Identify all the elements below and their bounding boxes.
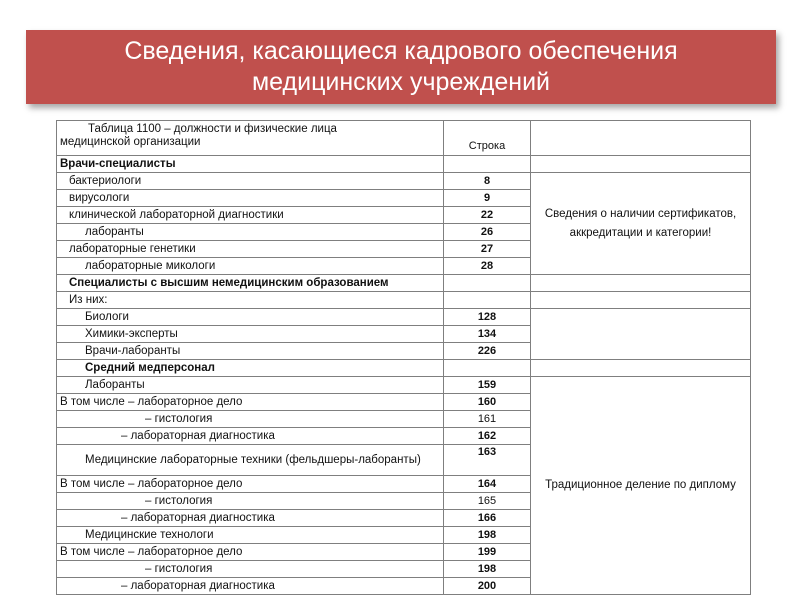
row-code: 26 bbox=[444, 224, 531, 241]
row-note-empty bbox=[531, 360, 751, 377]
header-empty-cell bbox=[531, 121, 751, 156]
row-code bbox=[444, 292, 531, 309]
row-label: лабораторные генетики bbox=[57, 241, 444, 258]
row-code: 159 bbox=[444, 377, 531, 394]
row-code: 27 bbox=[444, 241, 531, 258]
table-row bbox=[57, 377, 751, 394]
row-label: Врачи-лаборанты bbox=[57, 343, 444, 360]
row-label: – лабораторная диагностика bbox=[57, 578, 444, 595]
title-banner bbox=[26, 30, 776, 104]
row-label: лаборанты bbox=[57, 224, 444, 241]
row-label: Лаборанты bbox=[57, 377, 444, 394]
table-row bbox=[57, 309, 751, 326]
row-code: 198 bbox=[444, 527, 531, 544]
row-label: Биологи bbox=[57, 309, 444, 326]
row-code: 198 bbox=[444, 561, 531, 578]
row-label: – гистология bbox=[57, 561, 444, 578]
row-code: 162 bbox=[444, 428, 531, 445]
header-line-2: медицинской организации bbox=[60, 136, 201, 148]
row-code bbox=[444, 275, 531, 292]
row-note-empty bbox=[531, 292, 751, 309]
title-line-2: медицинских учреждений bbox=[251, 68, 551, 96]
header-line-1: Таблица 1100 – должности и физические лица bbox=[88, 123, 337, 135]
header-position-cell bbox=[57, 121, 444, 156]
row-label: Из них: bbox=[57, 292, 444, 309]
row-label: Медицинские технологи bbox=[57, 527, 444, 544]
row-code: 134 bbox=[444, 326, 531, 343]
table-row bbox=[57, 156, 751, 173]
row-note-empty bbox=[531, 275, 751, 292]
row-label: – лабораторная диагностика bbox=[57, 428, 444, 445]
row-code: 199 bbox=[444, 544, 531, 561]
row-label: бактериологи bbox=[57, 173, 444, 190]
row-label: Специалисты с высшим немедицинским образованием bbox=[57, 275, 444, 292]
row-note-empty bbox=[531, 156, 751, 173]
header-code-cell: Строка bbox=[444, 121, 531, 156]
row-code: 200 bbox=[444, 578, 531, 595]
row-label: – гистология bbox=[57, 411, 444, 428]
row-code: 8 bbox=[444, 173, 531, 190]
row-label: лабораторные микологи bbox=[57, 258, 444, 275]
note-diploma: Традиционное деление по диплому bbox=[531, 377, 751, 595]
table-row bbox=[57, 292, 751, 309]
row-code: 160 bbox=[444, 394, 531, 411]
row-code bbox=[444, 360, 531, 377]
table-row bbox=[57, 360, 751, 377]
row-code: 22 bbox=[444, 207, 531, 224]
row-code: 164 bbox=[444, 476, 531, 493]
row-label: В том числе – лабораторное дело bbox=[57, 476, 444, 493]
row-label: – лабораторная диагностика bbox=[57, 510, 444, 527]
table-row bbox=[57, 173, 751, 190]
row-code: 161 bbox=[444, 411, 531, 428]
row-code: 165 bbox=[444, 493, 531, 510]
row-label: В том числе – лабораторное дело bbox=[57, 394, 444, 411]
row-label: – гистология bbox=[57, 493, 444, 510]
row-code: 226 bbox=[444, 343, 531, 360]
row-label: Медицинские лабораторные техники (фельдшеры-лаборанты) bbox=[57, 445, 444, 476]
table-header-row bbox=[57, 121, 751, 156]
row-note-empty bbox=[531, 309, 751, 360]
row-code: 9 bbox=[444, 190, 531, 207]
row-label: клинической лабораторной диагностики bbox=[57, 207, 444, 224]
row-label: В том числе – лабораторное дело bbox=[57, 544, 444, 561]
table-row bbox=[57, 275, 751, 292]
note-certificates: Сведения о наличии сертификатов, аккредитации и категории! bbox=[531, 173, 751, 275]
staff-table bbox=[56, 120, 751, 595]
row-label: Врачи-специалисты bbox=[57, 156, 444, 173]
title-line-1: Сведения, касающиеся кадрового обеспечения bbox=[124, 37, 678, 65]
row-code: 166 bbox=[444, 510, 531, 527]
row-code: 163 bbox=[444, 445, 531, 476]
row-label: Средний медперсонал bbox=[57, 360, 444, 377]
row-label: вирусологи bbox=[57, 190, 444, 207]
row-code: 128 bbox=[444, 309, 531, 326]
row-code: 28 bbox=[444, 258, 531, 275]
row-label: Химики-эксперты bbox=[57, 326, 444, 343]
row-code bbox=[444, 156, 531, 173]
